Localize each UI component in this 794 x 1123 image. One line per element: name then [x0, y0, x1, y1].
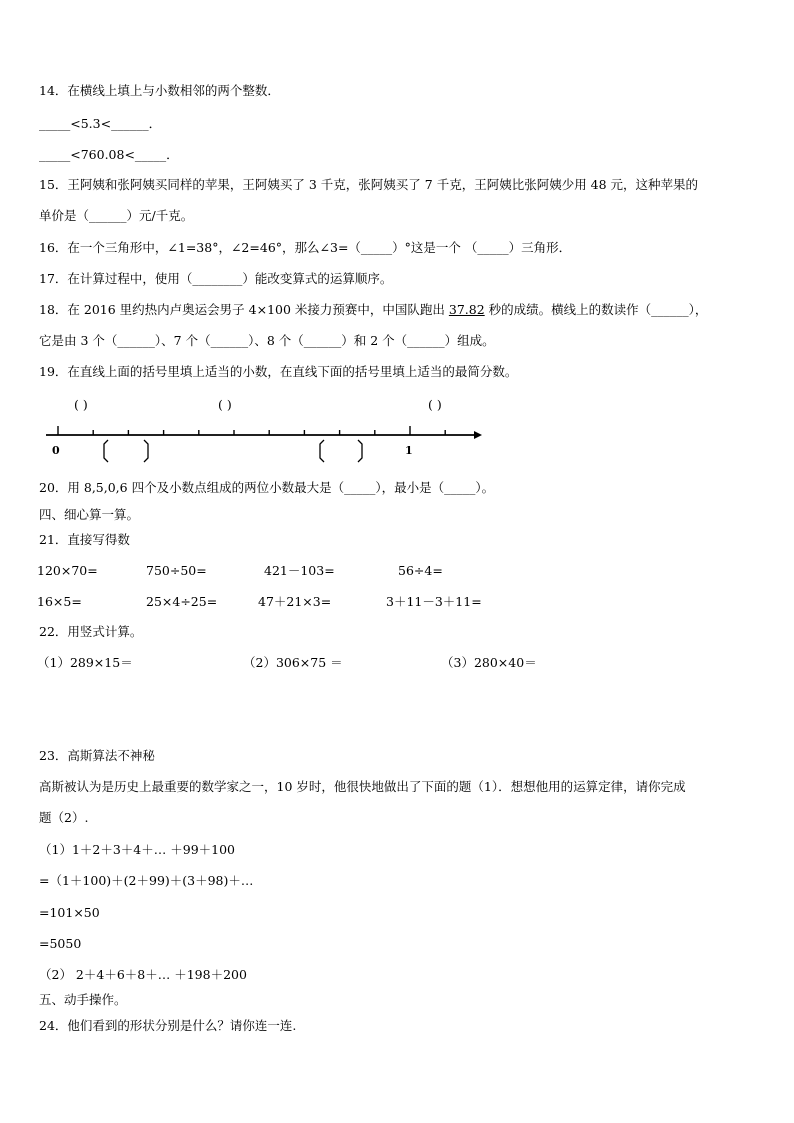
q22-item-3: （3）280×40＝	[441, 655, 537, 670]
q21-r1-c3: 421－103=	[264, 563, 335, 578]
q14-text: 14．在横线上填上与小数相邻的两个整数．	[39, 83, 280, 98]
q14-line1: _____<5.3<______．	[39, 116, 162, 131]
top-bracket-1: ( )	[74, 397, 88, 412]
q18-line1	[39, 302, 707, 318]
q23-title: 23．高斯算法不神秘	[39, 748, 155, 763]
q18-line1-post: 秒的成绩。横线上的数读作（______），	[484, 302, 708, 317]
q22-item-1: （1）289×15＝	[37, 655, 133, 670]
q21-r2-c4: 3＋11－3＋11=	[386, 594, 482, 609]
q23-step1: （1）1＋2＋3＋4＋… ＋99＋100	[39, 842, 236, 857]
q23-line2: 题（2）.	[39, 810, 89, 825]
q23-line1: 高斯被认为是历史上最重要的数学家之一，10 岁时，他很快地做出了下面的题（1）．想想他用的运算定律，请你完成	[39, 779, 686, 794]
q21-r2-c1: 16×5=	[37, 594, 82, 609]
bottom-brackets	[104, 440, 362, 462]
q18-underlined-number: 37.82	[448, 302, 485, 317]
q21-r1-c1: 120×70=	[37, 563, 98, 578]
q23-task2: （2） 2＋4＋6＋8＋… ＋198＋200	[39, 967, 247, 982]
q21-r1-c2: 750÷50=	[146, 563, 207, 578]
q23-step3: =101×50	[39, 905, 100, 920]
q14-line2: _____<760.08<_____．	[39, 147, 179, 162]
number-line-ticks	[58, 426, 445, 435]
label-one: 1	[405, 444, 413, 457]
top-bracket-3: ( )	[428, 397, 442, 412]
q23-step2: =（1＋100)＋(2＋99)＋(3＋98)＋…	[39, 873, 254, 888]
q15-line1: 15．王阿姨和张阿姨买同样的苹果，王阿姨买了 3 千克，张阿姨买了 7 千克，王阿姨比张阿姨少用 48 元，这种苹果的	[39, 177, 699, 192]
bottom-bracket-left-1	[104, 440, 108, 462]
section5-heading: 五、动手操作。	[39, 992, 127, 1007]
bottom-bracket-right-1	[144, 440, 148, 462]
top-bracket-2: ( )	[218, 397, 232, 412]
q21-r1-c4: 56÷4=	[398, 563, 443, 578]
q15-line2: 单价是（______）元/千克。	[39, 208, 194, 223]
q24-text: 24．他们看到的形状分别是什么？请你连一连.	[39, 1018, 297, 1033]
q18-line2: 它是由 3 个（______）、7 个（______）、8 个（______）和 2 个（______）组成。	[39, 333, 495, 348]
q22-item-2: （2）306×75 ＝	[243, 655, 343, 670]
q21-r2-c2: 25×4÷25=	[146, 594, 218, 609]
q16-text: 16．在一个三角形中，∠1=38°，∠2=46°，那么∠3=（_____）°这是一个 （_____）三角形．	[39, 240, 572, 255]
q21-text: 21．直接写得数	[39, 532, 130, 547]
q23-step4: =5050	[39, 936, 82, 951]
q22-text: 22．用竖式计算。	[39, 624, 143, 639]
label-zero: 0	[52, 444, 60, 457]
q18-line1-pre: 18．在 2016 里约热内卢奥运会男子 4×100 米接力预赛中，中国队跑出	[39, 302, 449, 317]
q19-text: 19．在直线上面的括号里填上适当的小数，在直线下面的括号里填上适当的最简分数。	[39, 364, 518, 379]
number-line-axis	[46, 431, 482, 439]
q17-text: 17．在计算过程中，使用（________）能改变算式的运算顺序。	[39, 271, 393, 286]
bottom-bracket-right-2	[358, 440, 362, 462]
q21-r2-c3: 47＋21×3=	[258, 594, 332, 609]
q20-text: 20．用 8,5,0,6 四个及小数点组成的两位小数最大是（_____），最小是（_____）。	[39, 480, 495, 495]
bottom-bracket-left-2	[320, 440, 324, 462]
section4-heading: 四、细心算一算。	[39, 507, 140, 522]
